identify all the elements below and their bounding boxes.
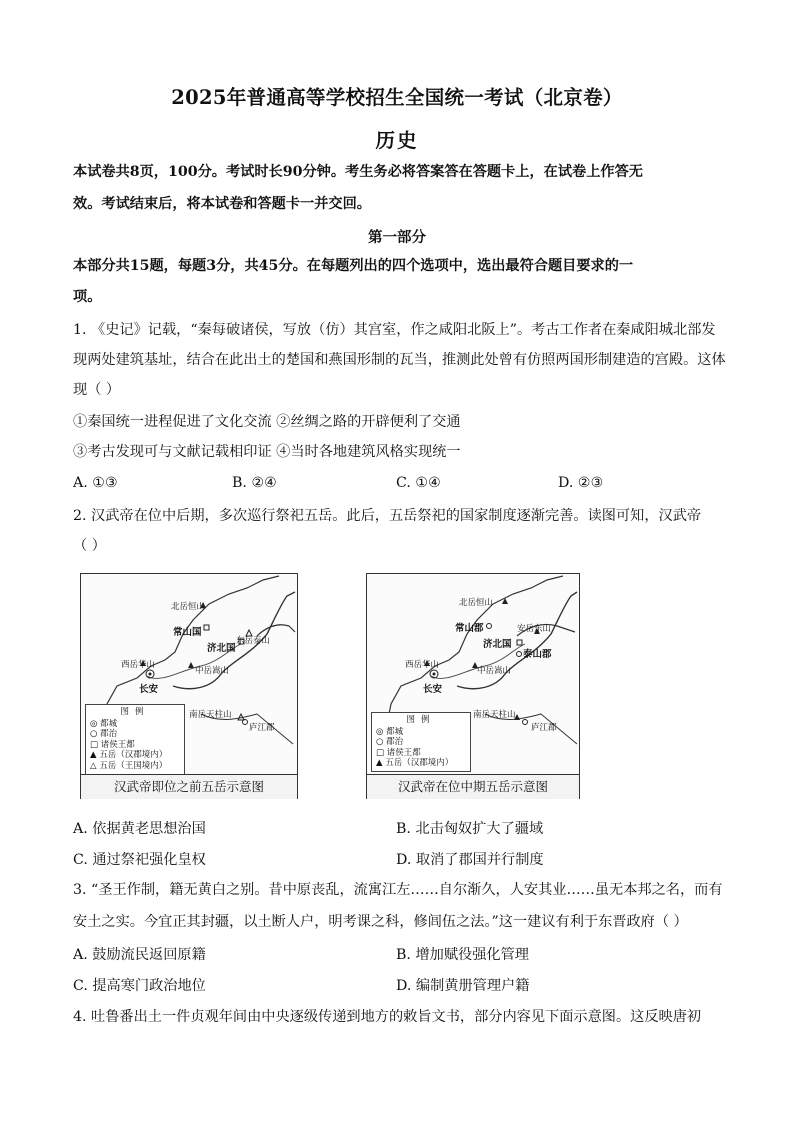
map-2-label-center: 中岳嵩山 [477, 666, 512, 676]
map-2-changshan-marker [487, 624, 492, 629]
q1-stem-line-1: 1. 《史记》记载，“秦每破诸侯，写放（仿）其宫室，作之咸阳北阪上”。考古工作者在秦咸阳城北部发 [73, 322, 716, 338]
map-1-legend-item: △ 五岳（王国境内） [90, 760, 168, 771]
q1-option-a[interactable]: A. ①③ [73, 475, 118, 491]
q1-option-b[interactable]: B. ②④ [232, 475, 277, 491]
subject-title: 历史 [375, 129, 419, 152]
map-1-label-south: 南岳天柱山 [189, 710, 232, 720]
q2-option-a[interactable]: A. 依据黄老思想治国 [73, 821, 206, 837]
map-1-legend-item: ▲ 五岳（汉郡境内） [90, 750, 168, 761]
exam-title: 2025年普通高等学校招生全国统一考试（北京卷） [171, 86, 623, 109]
map-1-center-mountain-marker [188, 662, 194, 668]
q3-stem-line-1: 3. “圣王作制，籍无黄白之别。昔中原丧乱，流寓江左……自尔渐久，人安其业……虽无本邦之名，而有 [73, 882, 723, 898]
map-2-label-lujiang: 庐江郡 [531, 723, 557, 733]
map-1-label-center: 中岳嵩山 [195, 666, 230, 676]
map-2-jibei-marker [517, 640, 522, 645]
map-1-caption: 汉武帝即位之前五岳示意图 [81, 774, 297, 799]
map-1-label-east: 东岳泰山 [236, 636, 271, 646]
q3-option-c[interactable]: C. 提高寒门政治地位 [73, 978, 206, 994]
map-2-legend-title: 图例 [406, 715, 436, 725]
map-1-label-changshan: 常山国 [173, 627, 202, 638]
map-mid-reign [366, 573, 580, 799]
map-2-taishan-marker [517, 652, 522, 657]
map-before-accession [80, 573, 298, 799]
map-2-label-capital: 长安 [423, 684, 443, 695]
q1-stem-line-2: 现两处建筑基址，结合在此出土的楚国和燕国形制的瓦当，推测此处曾有仿照两国形制建造的宫殿。这体 [73, 352, 726, 368]
map-2-lujiang-marker [523, 720, 528, 725]
map-2-label-anshan: 安岳东山 [517, 624, 552, 634]
map-1-legend-title: 图例 [120, 707, 150, 717]
q1-option-c[interactable]: C. ①④ [396, 475, 441, 491]
instructions-line-2: 效。考试结束后，将本试卷和答题卡一并交回。 [73, 196, 371, 212]
map-2-label-west: 西岳华山 [405, 660, 440, 670]
q1-statement-line-1: ①秦国统一进程促进了文化交流 ②丝绸之路的开辟便利了交通 [73, 414, 461, 430]
map-1-label-west: 西岳华山 [121, 660, 156, 670]
map-2-legend [371, 712, 471, 772]
q3-option-b[interactable]: B. 增加赋役强化管理 [396, 947, 529, 963]
q2-option-b[interactable]: B. 北击匈奴扩大了疆域 [396, 821, 544, 837]
map-2-label-south: 南岳天柱山 [473, 710, 516, 720]
map-2-label-jibei: 济北国 [483, 639, 512, 650]
q3-option-a[interactable]: A. 鼓励流民返回原籍 [73, 947, 206, 963]
map-1-legend-item: ◎ 都城 [90, 718, 118, 729]
q1-stem-line-3: 现（ ） [73, 382, 121, 398]
part-heading: 第一部分 [368, 229, 426, 246]
part-description-line-1: 本部分共15题，每题3分，共45分。在每题列出的四个选项中，选出最符合题目要求的一 [73, 258, 634, 274]
map-1-legend-item: ○ 郡治 [90, 729, 118, 740]
q3-stem-line-2: 安土之实。今宜正其封疆，以土断人户，明考课之科，修闾伍之法。”这一建议有利于东晋政府（ ） [73, 914, 688, 930]
part-description-line-2: 项。 [73, 289, 102, 305]
map-2-caption: 汉武帝在位中期五岳示意图 [367, 774, 579, 799]
q2-option-d[interactable]: D. 取消了郡国并行制度 [396, 852, 544, 868]
map-1-changshan-marker [204, 625, 209, 630]
map-1-label-capital: 长安 [139, 684, 159, 695]
map-2-legend-item: ▲ 五岳（汉郡境内） [376, 758, 454, 769]
map-1-legend-item: □ 诸侯王都 [90, 739, 135, 750]
q2-stem-line-2: （ ） [73, 538, 106, 554]
map-1-legend [85, 704, 185, 775]
map-1-label-lujiang: 庐江郡 [249, 723, 275, 733]
map-2-label-changshan: 常山郡 [455, 623, 484, 634]
map-1-lujiang-marker [243, 720, 248, 725]
q3-option-d[interactable]: D. 编制黄册管理户籍 [396, 978, 530, 994]
map-2-legend-item: ○ 郡治 [376, 737, 404, 748]
q1-statement-line-2: ③考古发现可与文献记载相印证 ④当时各地建筑风格实现统一 [73, 444, 461, 460]
map-1-label-jibei: 济北国 [207, 643, 236, 654]
map-2-legend-item: ◎ 都城 [376, 726, 404, 737]
map-2-label-taishan: 泰山郡 [523, 649, 552, 660]
q1-option-d[interactable]: D. ②③ [558, 475, 604, 491]
map-2-label-north: 北岳恒山 [459, 598, 494, 608]
q2-stem-line-1: 2. 汉武帝在位中后期，多次巡行祭祀五岳。此后，五岳祭祀的国家制度逐渐完善。读图可知，汉武帝 [73, 508, 702, 524]
instructions-line-1: 本试卷共8页，100分。考试时长90分钟。考生务必将答案答在答题卡上，在试卷上作答无 [73, 164, 643, 180]
q2-option-c[interactable]: C. 通过祭祀强化皇权 [73, 852, 206, 868]
map-2-legend-item: □ 诸侯王都 [376, 747, 421, 758]
q4-stem-line-1: 4. 吐鲁番出土一件贞观年间由中央逐级传递到地方的敕旨文书，部分内容见下面示意图。这反映唐初 [73, 1009, 702, 1025]
map-1-label-north: 北岳恒山 [171, 602, 206, 612]
